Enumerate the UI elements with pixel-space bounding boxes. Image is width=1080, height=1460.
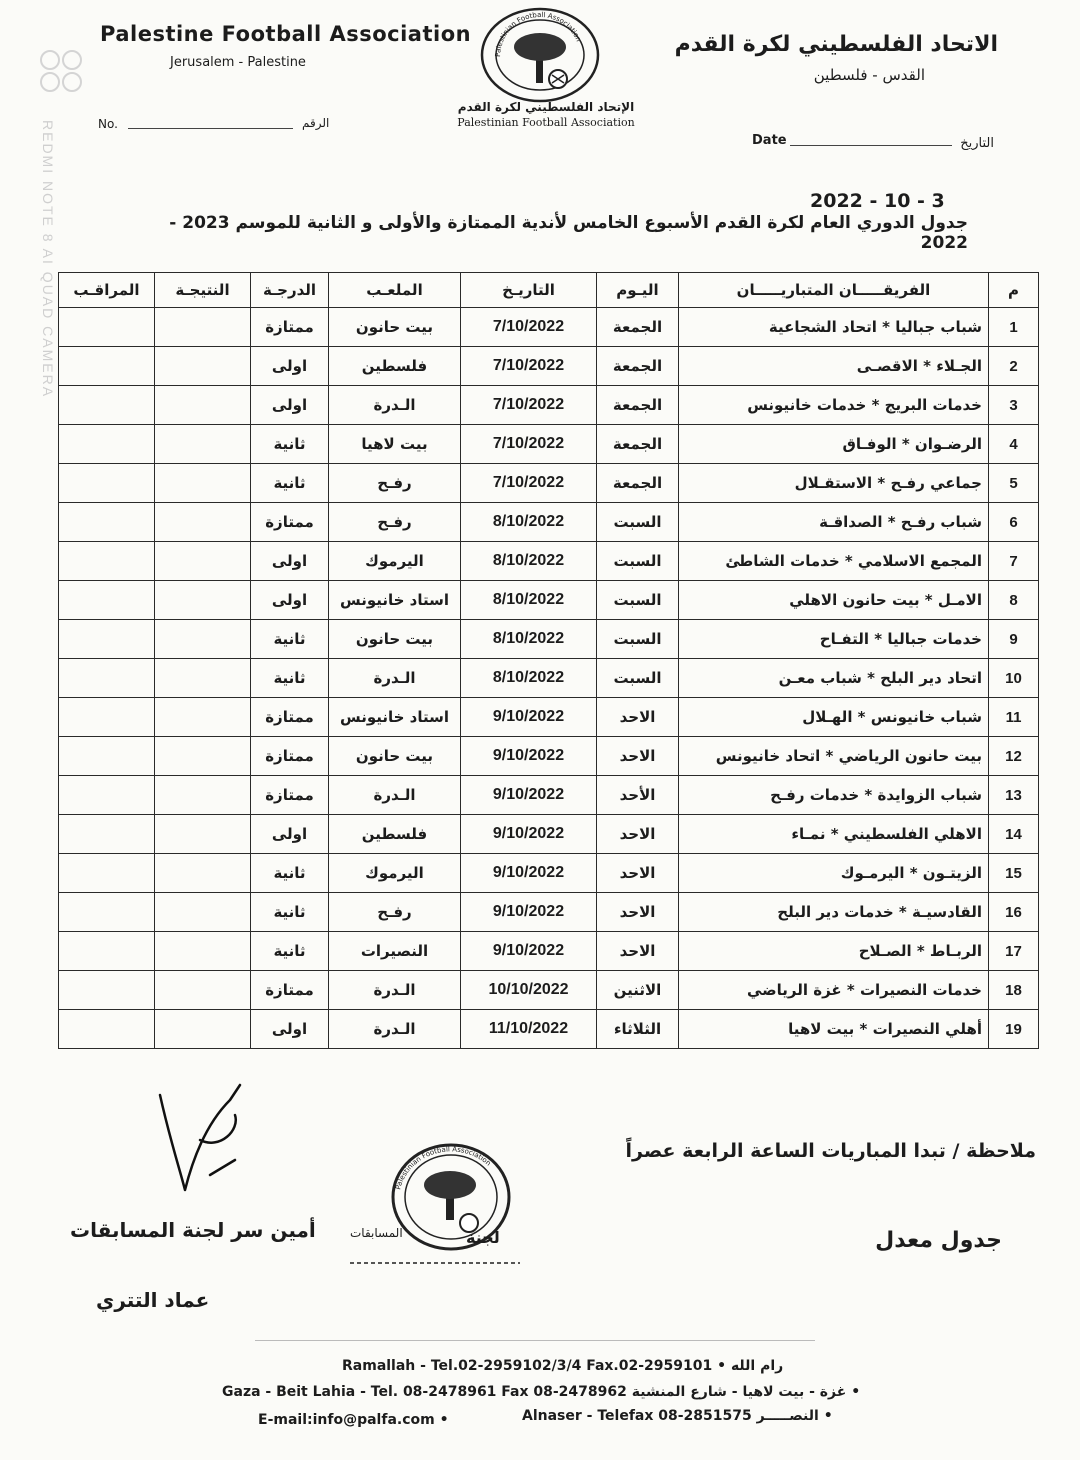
table-row: [59, 503, 1039, 542]
observer-cell: [59, 1010, 155, 1049]
venue-cell: رفـح: [329, 893, 461, 932]
venue-cell: اليرموك: [329, 854, 461, 893]
number-label: No.: [98, 117, 118, 131]
footer-alnaser-text: Alnaser - Telefax 08-2851575: [522, 1408, 752, 1424]
row-number-cell: 18: [989, 971, 1039, 1010]
row-number-cell: 16: [989, 893, 1039, 932]
table-row: [59, 893, 1039, 932]
column-header: النتيجـة: [155, 273, 251, 308]
date-cell: 9/10/2022: [461, 815, 597, 854]
date-cell: 8/10/2022: [461, 503, 597, 542]
observer-cell: [59, 776, 155, 815]
day-cell: السبت: [597, 620, 679, 659]
level-cell: ممتازة: [251, 698, 329, 737]
row-number-cell: 12: [989, 737, 1039, 776]
date-cell: 9/10/2022: [461, 854, 597, 893]
secretary-name: عماد التتري: [96, 1288, 210, 1312]
result-cell: [155, 386, 251, 425]
row-number-cell: 14: [989, 815, 1039, 854]
day-cell: الجمعة: [597, 386, 679, 425]
day-cell: الجمعة: [597, 347, 679, 386]
footer-bullet: •: [439, 1412, 449, 1428]
footer-bullet: •: [851, 1384, 861, 1400]
row-number-cell: 2: [989, 347, 1039, 386]
date-cell: 9/10/2022: [461, 737, 597, 776]
date-cell: 8/10/2022: [461, 581, 597, 620]
row-number-cell: 3: [989, 386, 1039, 425]
result-cell: [155, 776, 251, 815]
date-label: Date: [752, 133, 787, 148]
date-cell: 8/10/2022: [461, 620, 597, 659]
day-cell: الاحد: [597, 932, 679, 971]
footer-alnaser: [522, 1408, 833, 1424]
row-number-cell: 8: [989, 581, 1039, 620]
teams-cell: اتحاد دير البلح * شباب معـن: [679, 659, 989, 698]
header-arabic-title: الاتحاد الفلسطيني لكرة القدم: [674, 32, 998, 57]
result-cell: [155, 698, 251, 737]
result-cell: [155, 308, 251, 347]
day-cell: الاحد: [597, 854, 679, 893]
date-line: [790, 145, 952, 146]
table-row: [59, 1010, 1039, 1049]
level-cell: ممتازة: [251, 776, 329, 815]
date-cell: 11/10/2022: [461, 1010, 597, 1049]
secretary-title: أمين سر لجنة المسابقات: [70, 1218, 316, 1242]
level-cell: ثانية: [251, 932, 329, 971]
teams-cell: جماعي رفـح * الاستقـلال: [679, 464, 989, 503]
level-cell: ثانية: [251, 854, 329, 893]
date-cell: 8/10/2022: [461, 542, 597, 581]
date-cell: 7/10/2022: [461, 386, 597, 425]
day-cell: الاثنين: [597, 971, 679, 1010]
svg-text:Palestinian Football Associati: Palestinian Football Association: [493, 10, 583, 58]
result-cell: [155, 659, 251, 698]
level-cell: اولى: [251, 1010, 329, 1049]
header-arabic-subtitle: القدس - فلسطين: [813, 66, 925, 84]
schedule-table: [58, 272, 1039, 1049]
day-cell: الجمعة: [597, 425, 679, 464]
column-header: م: [989, 273, 1039, 308]
table-row: [59, 425, 1039, 464]
level-cell: اولى: [251, 386, 329, 425]
table-row: [59, 581, 1039, 620]
venue-cell: رفـح: [329, 503, 461, 542]
observer-cell: [59, 815, 155, 854]
table-row: [59, 932, 1039, 971]
column-header: التاريـخ: [461, 273, 597, 308]
number-label-arabic: الرقم: [302, 116, 330, 130]
level-cell: ثانية: [251, 464, 329, 503]
row-number-cell: 4: [989, 425, 1039, 464]
date-cell: 7/10/2022: [461, 464, 597, 503]
table-row: [59, 815, 1039, 854]
result-cell: [155, 620, 251, 659]
table-row: [59, 542, 1039, 581]
date-cell: 7/10/2022: [461, 347, 597, 386]
teams-cell: بيت حانون الرياضي * اتحاد خانيونس: [679, 737, 989, 776]
level-cell: ممتازة: [251, 971, 329, 1010]
result-cell: [155, 464, 251, 503]
result-cell: [155, 581, 251, 620]
result-cell: [155, 854, 251, 893]
result-cell: [155, 542, 251, 581]
venue-cell: الـدرة: [329, 971, 461, 1010]
result-cell: [155, 737, 251, 776]
level-cell: اولى: [251, 815, 329, 854]
date-cell: 9/10/2022: [461, 698, 597, 737]
day-cell: الثلاثاء: [597, 1010, 679, 1049]
footer-email-text[interactable]: E-mail:info@palfa.com: [258, 1412, 435, 1428]
teams-cell: القادسيـة * خدمات دير البلح: [679, 893, 989, 932]
table-row: [59, 776, 1039, 815]
venue-cell: بيت حانون: [329, 308, 461, 347]
footer-bullet: •: [823, 1408, 833, 1424]
date-cell: 9/10/2022: [461, 893, 597, 932]
committee-stamp: [345, 1135, 525, 1275]
observer-cell: [59, 971, 155, 1010]
level-cell: ممتازة: [251, 308, 329, 347]
column-header: الملعـب: [329, 273, 461, 308]
level-cell: ثانية: [251, 620, 329, 659]
day-cell: الجمعة: [597, 308, 679, 347]
observer-cell: [59, 503, 155, 542]
footer-gaza-arabic: غزة - بيت لاهيا - شارع المنشية: [631, 1384, 847, 1400]
table-header-row: [59, 273, 1039, 308]
level-cell: ثانية: [251, 893, 329, 932]
day-cell: الاحد: [597, 698, 679, 737]
table-row: [59, 737, 1039, 776]
teams-cell: شباب الزوايدة * خدمات رفـح: [679, 776, 989, 815]
venue-cell: بيت حانون: [329, 737, 461, 776]
column-header: اليـوم: [597, 273, 679, 308]
observer-cell: [59, 620, 155, 659]
teams-cell: الامـل * بيت حانون الاهلي: [679, 581, 989, 620]
level-cell: ممتازة: [251, 737, 329, 776]
footer-gaza-text: Gaza - Beit Lahia - Tel. 08-2478961 Fax 08-2478962: [222, 1384, 627, 1400]
day-cell: السبت: [597, 659, 679, 698]
date-cell: 8/10/2022: [461, 659, 597, 698]
venue-cell: استاد خانيونس: [329, 698, 461, 737]
teams-cell: شباب جباليا * اتحاد الشجاعية: [679, 308, 989, 347]
venue-cell: الـدرة: [329, 1010, 461, 1049]
venue-cell: استاد خانيونس: [329, 581, 461, 620]
table-row: [59, 464, 1039, 503]
table-row: [59, 854, 1039, 893]
header-english-title: Palestine Football Association: [100, 22, 472, 46]
level-cell: اولى: [251, 347, 329, 386]
observer-cell: [59, 347, 155, 386]
teams-cell: خدمات جباليا * التفـاح: [679, 620, 989, 659]
teams-cell: شباب خانيونس * الهـلال: [679, 698, 989, 737]
date-label-arabic: التاريخ: [960, 136, 994, 151]
row-number-cell: 10: [989, 659, 1039, 698]
venue-cell: رفـح: [329, 464, 461, 503]
date-cell: 10/10/2022: [461, 971, 597, 1010]
teams-cell: شباب رفـح * الصداقـة: [679, 503, 989, 542]
table-row: [59, 308, 1039, 347]
teams-cell: الاهلي الفلسطيني * نمـاء: [679, 815, 989, 854]
table-row: [59, 347, 1039, 386]
result-cell: [155, 425, 251, 464]
footer-divider: [255, 1340, 815, 1341]
observer-cell: [59, 698, 155, 737]
observer-cell: [59, 932, 155, 971]
row-number-cell: 11: [989, 698, 1039, 737]
footer-ramallah-arabic: رام الله: [730, 1358, 784, 1374]
footer-gaza: [222, 1384, 860, 1400]
venue-cell: الـدرة: [329, 659, 461, 698]
observer-cell: [59, 386, 155, 425]
table-row: [59, 971, 1039, 1010]
row-number-cell: 5: [989, 464, 1039, 503]
table-row: [59, 698, 1039, 737]
start-time-note: ملاحظة / تبدا المباريات الساعة الرابعة عصراً: [625, 1140, 1036, 1162]
signature-mark: [140, 1080, 270, 1210]
observer-cell: [59, 581, 155, 620]
table-row: [59, 620, 1039, 659]
svg-text:Palestinian Football Associati: Palestinian Football Association: [394, 1145, 493, 1191]
row-number-cell: 9: [989, 620, 1039, 659]
date-cell: 9/10/2022: [461, 776, 597, 815]
venue-cell: الـدرة: [329, 386, 461, 425]
date-cell: 7/10/2022: [461, 425, 597, 464]
column-header: المراقـب: [59, 273, 155, 308]
teams-cell: الزيتـون * اليرمـوك: [679, 854, 989, 893]
column-header: الدرجـة: [251, 273, 329, 308]
day-cell: الجمعة: [597, 464, 679, 503]
observer-cell: [59, 659, 155, 698]
day-cell: الاحد: [597, 815, 679, 854]
venue-cell: الـدرة: [329, 776, 461, 815]
result-cell: [155, 815, 251, 854]
row-number-cell: 13: [989, 776, 1039, 815]
day-cell: السبت: [597, 542, 679, 581]
footer-alnaser-arabic: النصـــــر: [756, 1408, 819, 1424]
column-header: الفريقـــــان المتباريـــــان: [679, 273, 989, 308]
level-cell: اولى: [251, 581, 329, 620]
camera-watermark-text: REDMI NOTE 8 AI QUAD CAMERA: [40, 120, 56, 399]
teams-cell: المجمع الاسلامي * خدمات الشاطئ: [679, 542, 989, 581]
teams-cell: خدمات البريج * خدمات خانيونس: [679, 386, 989, 425]
observer-cell: [59, 425, 155, 464]
level-cell: ممتازة: [251, 503, 329, 542]
venue-cell: النصيرات: [329, 932, 461, 971]
result-cell: [155, 932, 251, 971]
day-cell: الاحد: [597, 893, 679, 932]
teams-cell: الربـاط * الصـلاح: [679, 932, 989, 971]
level-cell: ثانية: [251, 425, 329, 464]
observer-cell: [59, 308, 155, 347]
observer-cell: [59, 464, 155, 503]
venue-cell: بيت حانون: [329, 620, 461, 659]
row-number-cell: 7: [989, 542, 1039, 581]
result-cell: [155, 503, 251, 542]
row-number-cell: 1: [989, 308, 1039, 347]
number-line: [128, 128, 293, 129]
date-cell: 9/10/2022: [461, 932, 597, 971]
teams-cell: خدمات النصيرات * غزة الرياضي: [679, 971, 989, 1010]
day-cell: السبت: [597, 581, 679, 620]
result-cell: [155, 347, 251, 386]
teams-cell: أهلي النصيرات * بيت لاهيا: [679, 1010, 989, 1049]
association-logo: [478, 5, 602, 105]
row-number-cell: 17: [989, 932, 1039, 971]
modified-schedule-label: جدول معدل: [875, 1228, 1002, 1253]
row-number-cell: 19: [989, 1010, 1039, 1049]
stamp-label-lajna: لجنة: [466, 1228, 500, 1247]
footer-ramallah: [342, 1358, 783, 1374]
footer-bullet: •: [717, 1358, 731, 1374]
footer-ramallah-text: Ramallah - Tel.02-2959102/3/4 Fax.02-2959101: [342, 1358, 713, 1374]
logo-english-caption: Palestinian Football Association: [457, 116, 635, 129]
header-english-subtitle: Jerusalem - Palestine: [170, 55, 306, 70]
level-cell: ثانية: [251, 659, 329, 698]
venue-cell: فلسطين: [329, 347, 461, 386]
result-cell: [155, 1010, 251, 1049]
row-number-cell: 15: [989, 854, 1039, 893]
day-cell: السبت: [597, 503, 679, 542]
day-cell: الاحد: [597, 737, 679, 776]
result-cell: [155, 971, 251, 1010]
teams-cell: الرضـوان * الوفـاق: [679, 425, 989, 464]
result-cell: [155, 893, 251, 932]
table-row: [59, 659, 1039, 698]
document-date: 2022 - 10 - 3: [810, 190, 945, 212]
observer-cell: [59, 854, 155, 893]
level-cell: اولى: [251, 542, 329, 581]
row-number-cell: 6: [989, 503, 1039, 542]
logo-arabic-caption: الإتحاد الفلسطيني لكرة القدم: [457, 100, 635, 114]
observer-cell: [59, 737, 155, 776]
day-cell: الأحد: [597, 776, 679, 815]
teams-cell: الجـلاء * الاقصـى: [679, 347, 989, 386]
table-row: [59, 386, 1039, 425]
document-title: جدول الدوري العام لكرة القدم الأسبوع الخامس لأندية الممتازة والأولى و الثانية للموسم 2023 - 2022: [169, 213, 968, 253]
footer-email[interactable]: [258, 1412, 449, 1428]
stamp-label-musabaqat: المسابقات: [350, 1226, 403, 1240]
observer-cell: [59, 893, 155, 932]
venue-cell: فلسطين: [329, 815, 461, 854]
date-cell: 7/10/2022: [461, 308, 597, 347]
observer-cell: [59, 542, 155, 581]
venue-cell: اليرموك: [329, 542, 461, 581]
venue-cell: بيت لاهيا: [329, 425, 461, 464]
